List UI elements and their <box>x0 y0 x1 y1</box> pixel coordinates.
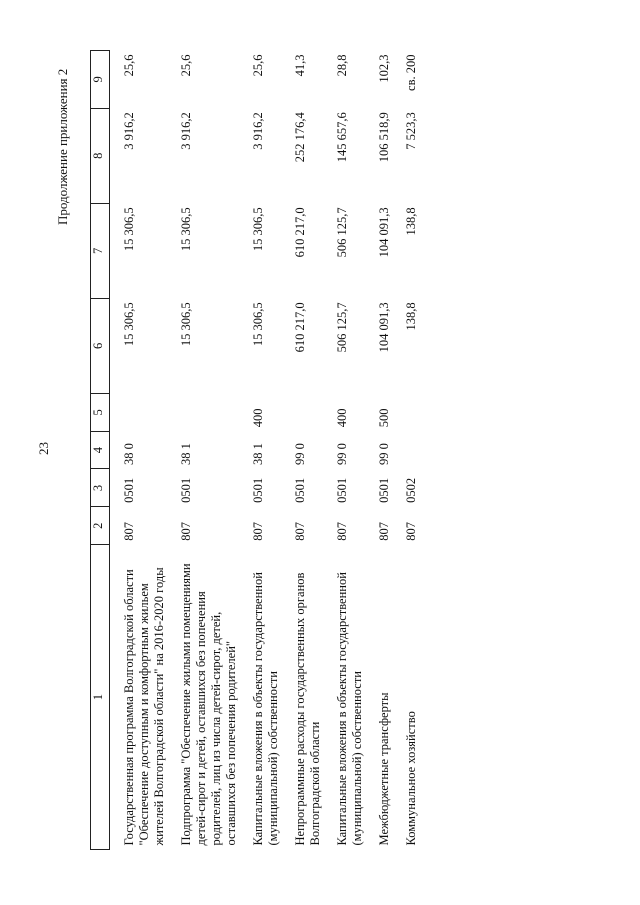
budget-table <box>90 50 419 850</box>
cell-col8: 3 916,2 <box>122 112 136 150</box>
table-row <box>281 51 323 850</box>
cell-admin: 807 <box>377 521 391 541</box>
cell-col7: 15 306,5 <box>122 207 136 252</box>
cell-col9: 102,3 <box>377 54 391 83</box>
header-cell: 6 <box>91 298 110 393</box>
cell-type <box>110 393 168 431</box>
row-name: Подпрограмма "Обеспечение жилыми помещениями детей-сирот и детей, оставшихся без попечения родителей, лиц из числа детей-сирот, детей, оставшихся без попечения родителей" <box>179 563 238 846</box>
cell-type <box>392 393 419 431</box>
cell-admin: 807 <box>179 521 193 541</box>
table-row <box>239 51 281 850</box>
cell-type <box>281 393 323 431</box>
cell-col6: 15 306,5 <box>122 302 136 347</box>
cell-col8: 3 916,2 <box>179 112 193 150</box>
cell-program: 99 0 <box>293 443 307 465</box>
cell-section: 0501 <box>251 477 265 503</box>
table-row <box>365 51 392 850</box>
cell-col6: 506 125,7 <box>335 302 349 353</box>
cell-admin: 807 <box>404 521 418 541</box>
table-row <box>392 51 419 850</box>
cell-type: 400 <box>335 408 349 428</box>
header-cell: 9 <box>91 51 110 109</box>
cell-section: 0502 <box>404 477 418 503</box>
cell-program <box>392 431 419 469</box>
cell-col7: 610 217,0 <box>293 207 307 258</box>
header-cell: 7 <box>91 203 110 298</box>
page-number: 23 <box>36 442 51 455</box>
cell-col7: 15 306,5 <box>179 207 193 252</box>
header-cell: 8 <box>91 108 110 203</box>
cell-col6: 610 217,0 <box>293 302 307 353</box>
cell-admin: 807 <box>122 521 136 541</box>
row-name: Непрограммные расходы государственных органов Волгоградской области <box>293 572 322 846</box>
cell-program: 38 1 <box>251 443 265 465</box>
cell-type: 400 <box>251 408 265 428</box>
table-header-row <box>91 51 110 850</box>
cell-col6: 15 306,5 <box>179 302 193 347</box>
cell-col9: 28,8 <box>335 54 349 77</box>
row-name: Капитальные вложения в объекты государственной (муниципальной) собственности <box>251 572 280 846</box>
row-name: Капитальные вложения в объекты государственной (муниципальной) собственности <box>335 572 364 846</box>
cell-col8: 7 523,3 <box>404 112 418 150</box>
row-name: Межбюджетные трансферты <box>377 692 391 846</box>
cell-col6: 104 091,3 <box>377 302 391 353</box>
table-row <box>110 51 168 850</box>
cell-col7: 104 091,3 <box>377 207 391 258</box>
cell-col6: 15 306,5 <box>251 302 265 347</box>
header-cell: 3 <box>91 469 110 507</box>
cell-section: 0501 <box>179 477 193 503</box>
cell-col8: 106 518,9 <box>377 112 391 163</box>
cell-col9: 41,3 <box>293 54 307 77</box>
cell-col7: 138,8 <box>404 207 418 236</box>
cell-type: 500 <box>377 408 391 428</box>
header-cell: 1 <box>91 545 110 850</box>
table-row <box>167 51 239 850</box>
cell-section: 0501 <box>377 477 391 503</box>
cell-admin: 807 <box>293 521 307 541</box>
cell-program: 38 1 <box>179 443 193 465</box>
cell-col8: 145 657,6 <box>335 112 349 163</box>
header-cell: 2 <box>91 507 110 545</box>
cell-type <box>167 393 239 431</box>
table-row <box>323 51 365 850</box>
cell-admin: 807 <box>251 521 265 541</box>
header-cell: 4 <box>91 431 110 469</box>
cell-col9: 25,6 <box>251 54 265 77</box>
cell-program: 99 0 <box>377 443 391 465</box>
cell-section: 0501 <box>335 477 349 503</box>
cell-col9: св. 200 <box>404 54 418 91</box>
cell-program: 99 0 <box>335 443 349 465</box>
cell-section: 0501 <box>122 477 136 503</box>
cell-program: 38 0 <box>122 443 136 465</box>
cell-col7: 506 125,7 <box>335 207 349 258</box>
cell-col8: 252 176,4 <box>293 112 307 163</box>
cell-col7: 15 306,5 <box>251 207 265 252</box>
cell-col6: 138,8 <box>404 302 418 331</box>
cell-col9: 25,6 <box>179 54 193 77</box>
row-name: Коммунальное хозяйство <box>404 711 418 846</box>
cell-section: 0501 <box>293 477 307 503</box>
header-cell: 5 <box>91 393 110 431</box>
cell-col9: 25,6 <box>122 54 136 77</box>
cell-admin: 807 <box>335 521 349 541</box>
cell-col8: 3 916,2 <box>251 112 265 150</box>
page-subtitle: Продолжение приложения 2 <box>55 68 70 225</box>
row-name: Государственная программа Волгоградской области "Обеспечение доступным и комфортным жильем жителей Волгоградской области" на 2016-2020 годы <box>122 567 166 846</box>
